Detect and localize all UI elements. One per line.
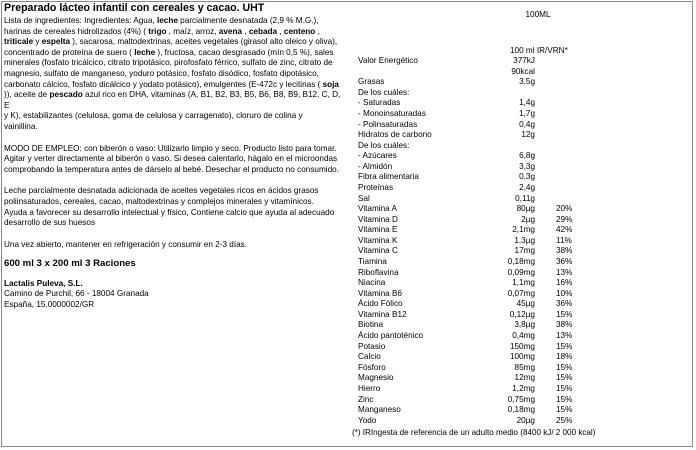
- allergen-term: leche: [156, 16, 178, 25]
- allergen-term: leche: [134, 47, 156, 57]
- nutrient-label: Biotina: [358, 320, 384, 330]
- nutrient-reference-percent: 16%: [556, 278, 573, 288]
- nutrient-amount: 377kJ: [513, 56, 535, 65]
- nutrition-row: [358, 405, 628, 416]
- nutrient-amount: 6,8g: [519, 151, 535, 161]
- allergen-term: cebada: [248, 26, 278, 36]
- nutrient-reference-percent: 36%: [556, 299, 573, 309]
- nutrition-row: [358, 77, 628, 88]
- nutrient-amount: 0,07mg: [507, 288, 535, 298]
- nutrition-row: [358, 384, 628, 395]
- nutrient-reference-percent: 15%: [556, 341, 573, 351]
- ingredients-run: azul rico en DHA, vitaminas (A, B1, B2, B3, B5, B6, B8, B9, B12, C, D, E y K), estabilizantes (celulosa, goma de celulosa y carragenato), cloruro de colina y vainillina.: [4, 90, 341, 131]
- nutrition-table: [358, 56, 628, 426]
- nutrient-label: Fósforo: [358, 362, 386, 372]
- nutrient-reference-percent: 15%: [556, 309, 573, 319]
- nutrient-amount: 85mg: [514, 362, 535, 372]
- ingredients-run: Lista de ingredientes: Ingredientes: Agua,: [4, 16, 157, 25]
- nutrient-label: Manganeso: [358, 405, 401, 415]
- nutrient-amount: 3,5g: [519, 77, 535, 87]
- nutrient-label: - Almidón: [358, 161, 393, 171]
- nutrient-amount: 0,75mg: [507, 394, 535, 404]
- nutrition-row: [358, 331, 628, 342]
- nutrient-label: De los cuáles:: [358, 87, 410, 97]
- nutrition-row: [358, 109, 628, 120]
- nutrition-row: [358, 395, 628, 406]
- nutrient-label: Valor Energético: [358, 56, 418, 65]
- product-info-column: [4, 16, 342, 311]
- nutrition-row: [358, 289, 628, 300]
- nutrient-amount: 0,12µg: [509, 309, 535, 319]
- nutrient-reference-percent: 11%: [556, 235, 572, 245]
- storage-instructions: Una vez abierto, mantener en refrigeración y consumir en 2-3 días.: [4, 239, 248, 249]
- nutrient-label: - Saturadas: [358, 98, 401, 108]
- nutrient-reference-percent: 13%: [556, 267, 573, 277]
- nutrient-amount: 20µg: [516, 415, 535, 425]
- nutrient-amount: 1,3µg: [514, 235, 535, 245]
- nutrient-amount: 12mg: [514, 373, 535, 383]
- nutrition-row: [358, 257, 628, 268]
- nutrition-row: [358, 56, 628, 77]
- nutrient-label: Niacina: [358, 278, 386, 288]
- nutrition-sub-header: 100 ml IR/VRN*: [510, 46, 568, 55]
- nutrient-reference-percent: 38%: [556, 320, 573, 330]
- nutrient-amount: 1,7g: [519, 108, 535, 118]
- nutrient-reference-percent: 15%: [556, 383, 573, 393]
- nutrient-label: Vitamina B12: [358, 309, 407, 319]
- nutrient-label: Calcio: [358, 352, 381, 362]
- allergen-term: espelta: [41, 37, 70, 47]
- nutrient-amount: 2µg: [521, 214, 535, 224]
- company-info: [4, 279, 342, 311]
- allergen-term: triticale: [4, 37, 34, 47]
- nutrient-amount: 150mg: [509, 341, 535, 351]
- nutrient-amount: 1,1mg: [512, 278, 535, 288]
- nutrient-label: Vitamina D: [358, 214, 398, 224]
- nutrient-label: Magnesio: [358, 373, 394, 383]
- nutrition-row: [358, 363, 628, 374]
- nutrition-row: [358, 204, 628, 215]
- product-title: Preparado lácteo infantil con cereales y cacao. UHT: [4, 2, 265, 14]
- nutrient-label: Vitamina A: [358, 204, 397, 214]
- nutrient-label: Potasio: [358, 341, 386, 351]
- ingredients-run: parcialmente desnatada (2,9 % M.G.), harinas de cereales hidrolizados (4%) (: [4, 16, 319, 36]
- nutrient-amount-secondary: 90kcal: [511, 66, 535, 76]
- nutrient-amount: 80µg: [516, 204, 535, 214]
- ingredients-run: ), sacarosa, maltodextrinas, aceites vegetales (girasol alto oleico y oliva), concentrado de proteína de suero (: [4, 37, 338, 57]
- nutrient-amount: 12g: [521, 130, 535, 140]
- nutrient-amount: 0,4g: [519, 119, 535, 129]
- nutrient-label: Hidratos de carbono: [358, 130, 432, 140]
- product-description: Leche parcialmente desnatada adicionada de aceites vegetales ricos en ácidos grasos poliinsaturados, cereales, cacao, maltodextrinas y complejos minerales y vitamínicos. Ayuda a favorecer su desarrollo intelectual y físico, Contiene calcio que ayuda al adecuado desarrollo de sus huesos: [4, 186, 335, 228]
- nutrition-row: [358, 225, 628, 236]
- pack-format: 600 ml 3 x 200 ml 3 Raciones: [4, 258, 136, 270]
- company-address: Camino de Purchil, 66 - 18004 Granada: [4, 289, 149, 299]
- nutrient-label: De los cuáles:: [358, 140, 410, 150]
- nutrient-amount: 1,2mg: [512, 383, 535, 393]
- allergen-term: centeno: [283, 26, 316, 36]
- company-registry: España, 15.0000002/GR: [4, 300, 95, 310]
- nutrition-row: [358, 373, 628, 384]
- nutrient-label: Ácido Fólico: [358, 299, 403, 309]
- nutrient-label: Zinc: [358, 394, 374, 404]
- allergen-term: trigo: [148, 26, 167, 36]
- ingredients-run: ,: [317, 26, 320, 36]
- nutrient-label: Proteínas: [358, 182, 394, 192]
- nutrition-row: [358, 151, 628, 162]
- nutrient-label: Vitamina K: [358, 235, 398, 245]
- nutrient-amount: 0,18mg: [507, 405, 535, 415]
- nutrient-amount: 0,4mg: [512, 331, 535, 341]
- ingredients-run: y: [33, 37, 42, 47]
- nutrient-reference-percent: 13%: [556, 331, 573, 341]
- nutrient-amount: 0,11g: [515, 193, 535, 203]
- allergen-term: soja: [322, 79, 339, 89]
- nutrition-row: [358, 98, 628, 109]
- nutrient-label: - Monoinsaturadas: [358, 108, 426, 118]
- ingredients-run: ), fructosa, cacao desgrasado (mín 0,5 %), sales minerales (fosfato tricálcico, citrato tripotásico, pirofosfato férrico, sulfato de zinc, citrato de magnesio, sulfato de manganeso, yoduro potásico, fosfato disódico, fosfato dipotásico, carbonato cálcico, fosfato dicálcico y yodato potásico), emulgentes (E-472c y lecitinas (: [4, 47, 334, 89]
- allergen-term: pescado: [49, 90, 83, 100]
- ingredients-run: ,: [277, 26, 284, 36]
- nutrient-reference-percent: 38%: [556, 246, 573, 256]
- nutrient-amount: 2,4g: [519, 182, 535, 192]
- nutrition-row: [358, 172, 628, 183]
- nutrient-amount: 0,18mg: [507, 257, 535, 267]
- allergen-term: avena: [218, 26, 243, 36]
- nutrient-label: Ácido pantoténico: [358, 331, 424, 341]
- nutrition-row: [358, 320, 628, 331]
- nutrient-reference-percent: 29%: [556, 214, 573, 224]
- nutrient-amount: 3,8µg: [514, 320, 535, 330]
- nutrition-row: [358, 162, 628, 173]
- ingredients-text: [4, 16, 342, 133]
- nutrient-amount: 100mg: [509, 352, 535, 362]
- nutrition-row: [358, 236, 628, 247]
- nutrient-amount: 1,4g: [519, 98, 535, 108]
- nutrient-reference-percent: 10%: [556, 288, 573, 298]
- nutrient-label: Vitamina C: [358, 246, 398, 256]
- nutrient-reference-percent: 18%: [556, 352, 573, 362]
- nutrient-label: - Polinsaturadas: [358, 119, 418, 129]
- nutrient-reference-percent: 25%: [556, 415, 573, 425]
- nutrition-row: [358, 352, 628, 363]
- nutrient-amount: 0,3g: [519, 172, 535, 182]
- nutrition-row: [358, 194, 628, 205]
- nutrition-row: [358, 342, 628, 353]
- nutrient-label: - Azúcares: [358, 151, 397, 161]
- nutrient-label: Fibra alimentaria: [358, 172, 419, 182]
- nutrient-label: Yodo: [358, 415, 377, 425]
- nutrient-reference-percent: 36%: [556, 257, 573, 267]
- nutrient-label: Grasas: [358, 77, 385, 87]
- nutrition-row: [358, 310, 628, 321]
- nutrient-amount: 2,1mg: [512, 225, 535, 235]
- usage-instructions: MODO DE EMPLEO: con biberón o vaso: Utilizarlo limpio y seco. Producto listo para tomar. Agitar y verter directamente al biberón o vaso. Si desea calentarlo, hágalo en el microondas comprobando la temperatura antes de dárselo al bebé. Desechar el producto no consumido.: [4, 143, 339, 174]
- nutrient-amount: 45µg: [516, 299, 535, 309]
- nutrient-label: Hierro: [358, 383, 381, 393]
- nutrition-row: [358, 268, 628, 279]
- nutrient-reference-percent: 20%: [556, 204, 573, 214]
- nutrient-reference-percent: 15%: [556, 405, 573, 415]
- ingredients-run: , maíz, arroz,: [166, 26, 219, 36]
- nutrient-label: Vitamina B6: [358, 288, 402, 298]
- nutrition-footnote: (*) IRIngesta de referencia de un adulto medio (8400 kJ/ 2 000 kcal): [352, 428, 596, 437]
- nutrition-row: [358, 416, 628, 427]
- company-name: Lactalis Puleva, S.L.: [4, 278, 83, 288]
- nutrient-reference-percent: 42%: [556, 225, 573, 235]
- nutrition-row: [358, 246, 628, 257]
- nutrient-label: Vitamina E: [358, 225, 398, 235]
- nutrient-amount: 0,09mg: [507, 267, 535, 277]
- nutrition-row: [358, 130, 628, 141]
- nutrient-reference-percent: 15%: [556, 362, 573, 372]
- nutrient-amount: 17mg: [514, 246, 535, 256]
- nutrient-amount: 3,3g: [519, 161, 535, 171]
- nutrition-row: [358, 88, 628, 99]
- nutrition-column-header: 100ML: [525, 10, 551, 19]
- ingredients-run: )), aceite de: [4, 90, 48, 100]
- ingredients-run: ,: [242, 26, 249, 36]
- nutrition-row: [358, 278, 628, 289]
- nutrient-reference-percent: 15%: [556, 373, 573, 383]
- nutrient-reference-percent: 15%: [556, 394, 573, 404]
- nutrition-row: [358, 299, 628, 310]
- nutrient-label: Tiamina: [358, 257, 387, 267]
- nutrition-row: [358, 141, 628, 152]
- nutrient-label: Riboflavina: [358, 267, 399, 277]
- nutrient-label: Sal: [358, 193, 370, 203]
- nutrition-row: [358, 183, 628, 194]
- nutrition-row: [358, 215, 628, 226]
- nutrition-row: [358, 120, 628, 131]
